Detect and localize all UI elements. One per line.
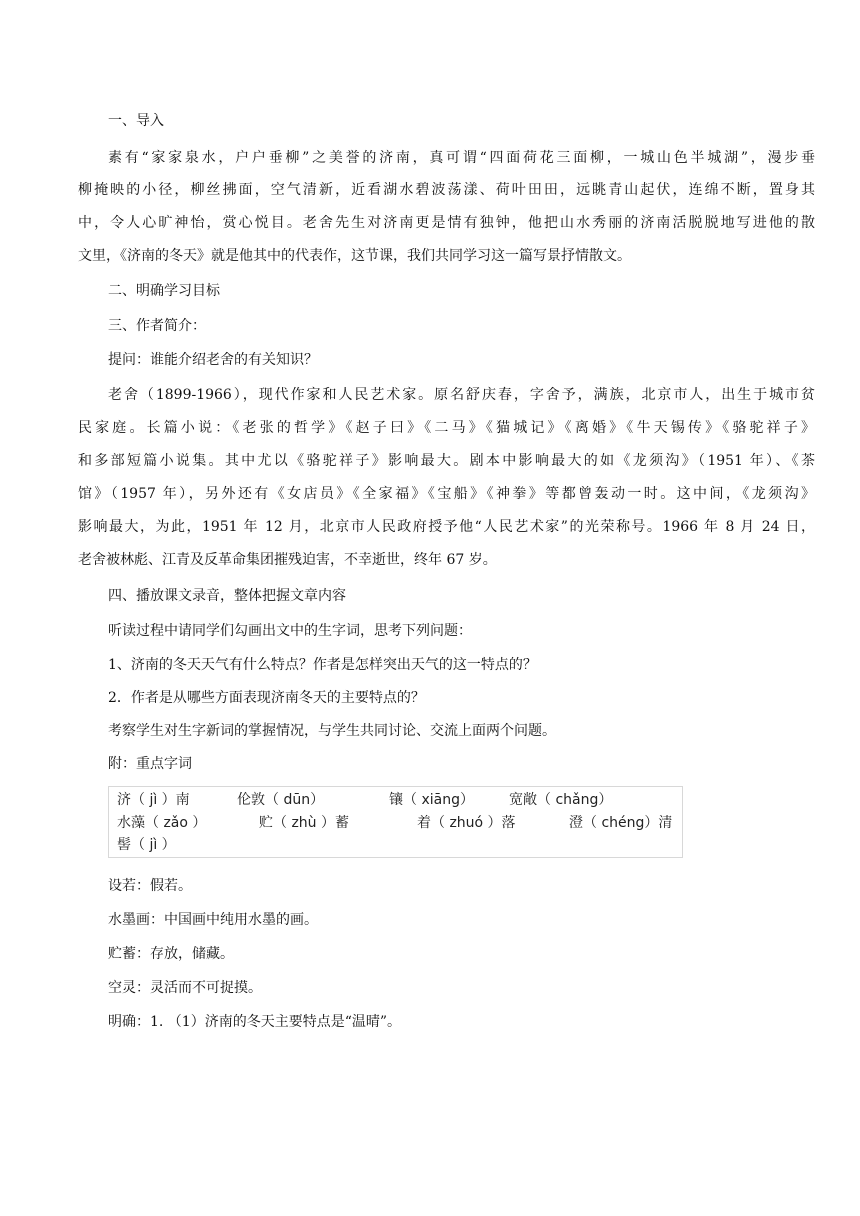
attach-label: 附：重点字词 <box>108 756 192 772</box>
key-words-box <box>108 786 683 858</box>
intro-line-2: 柳掩映的小径，柳丝拂面，空气清新，近看湖水碧波荡漾、荷叶田田，远眺青山起伏，连绵不断，置身其 <box>78 182 815 198</box>
definition-shuimohua: 水墨画：中国画中纯用水墨的画。 <box>108 912 318 928</box>
section-heading-intro: 一、导入 <box>108 113 164 129</box>
listen-intro: 听读过程中请同学们勾画出文中的生字词，思考下列问题： <box>108 623 472 639</box>
word-xiang: 镶（ xiāng） <box>389 792 474 808</box>
definition-zhuxu: 贮蓄：存放，储藏。 <box>108 946 234 962</box>
section-heading-author: 三、作者简介： <box>108 318 206 334</box>
word-chengqing: 澄（ chéng）清 <box>569 815 673 831</box>
author-line-1: 老舍（1899-1966），现代作家和人民艺术家。原名舒庆春，字舍予，满族，北京市人，出生于城市贫 <box>108 387 815 403</box>
question-1: 1、济南的冬天天气有什么特点？作者是怎样突出天气的这一特点的？ <box>108 657 537 673</box>
word-lundun: 伦敦（ dūn） <box>237 792 325 808</box>
assess-text: 考察学生对生字新词的掌握情况，与学生共同讨论、交流上面两个问题。 <box>108 723 556 739</box>
definition-sheruo: 设若：假若。 <box>108 878 192 894</box>
word-kuanchang: 宽敞（ chǎng） <box>509 792 613 808</box>
question-2: 2．作者是从哪些方面表现济南冬天的主要特点的？ <box>108 690 425 706</box>
section-heading-play: 四、播放课文录音，整体把握文章内容 <box>108 588 346 604</box>
word-ji: 髻（ jì ） <box>117 837 176 853</box>
author-line-2: 民家庭。长篇小说：《老张的哲学》《赵子曰》《二马》《猫城记》《离婚》《牛天锡传》《骆驼祥子》 <box>78 420 815 436</box>
word-zhuxu: 贮（ zhù ）蓄 <box>259 815 349 831</box>
author-line-4: 馆》（1957 年），另外还有《女店员》《全家福》《宝船》《神拳》等都曾轰动一时。这中间，《龙须沟》 <box>78 486 815 502</box>
author-question: 提问：谁能介绍老舍的有关知识？ <box>108 352 318 368</box>
intro-line-3: 中，令人心旷神怡，赏心悦目。老舍先生对济南更是情有独钟，他把山水秀丽的济南活脱脱地写进他的散 <box>78 215 815 231</box>
author-line-3: 和多部短篇小说集。其中尤以《骆驼祥子》影响最大。剧本中影响最大的如《龙须沟》（1951 年）、《茶 <box>78 453 815 469</box>
section-heading-goal: 二、明确学习目标 <box>108 283 220 299</box>
author-line-6: 老舍被林彪、江青及反革命集团摧残迫害，不幸逝世，终年 67 岁。 <box>78 552 497 568</box>
clarify-answer: 明确：1. （1）济南的冬天主要特点是“温晴”。 <box>108 1014 402 1030</box>
definition-kongling: 空灵：灵活而不可捉摸。 <box>108 980 262 996</box>
word-zhuoluo: 着（ zhuó ）落 <box>417 815 516 831</box>
word-jinan: 济（ jì ）南 <box>117 792 190 808</box>
intro-line-1: 素有“家家泉水，户户垂柳”之美誉的济南，真可谓“四面荷花三面柳，一城山色半城湖”，漫步垂 <box>108 150 815 166</box>
intro-line-4: 文里，《济南的冬天》就是他其中的代表作，这节课，我们共同学习这一篇写景抒情散文。 <box>78 248 631 264</box>
author-line-5: 影响最大，为此，1951 年 12 月，北京市人民政府授予他“人民艺术家”的光荣称号。1966 年 8 月 24 日， <box>78 519 815 535</box>
word-shuizao: 水藻（ zǎo ） <box>117 815 207 831</box>
